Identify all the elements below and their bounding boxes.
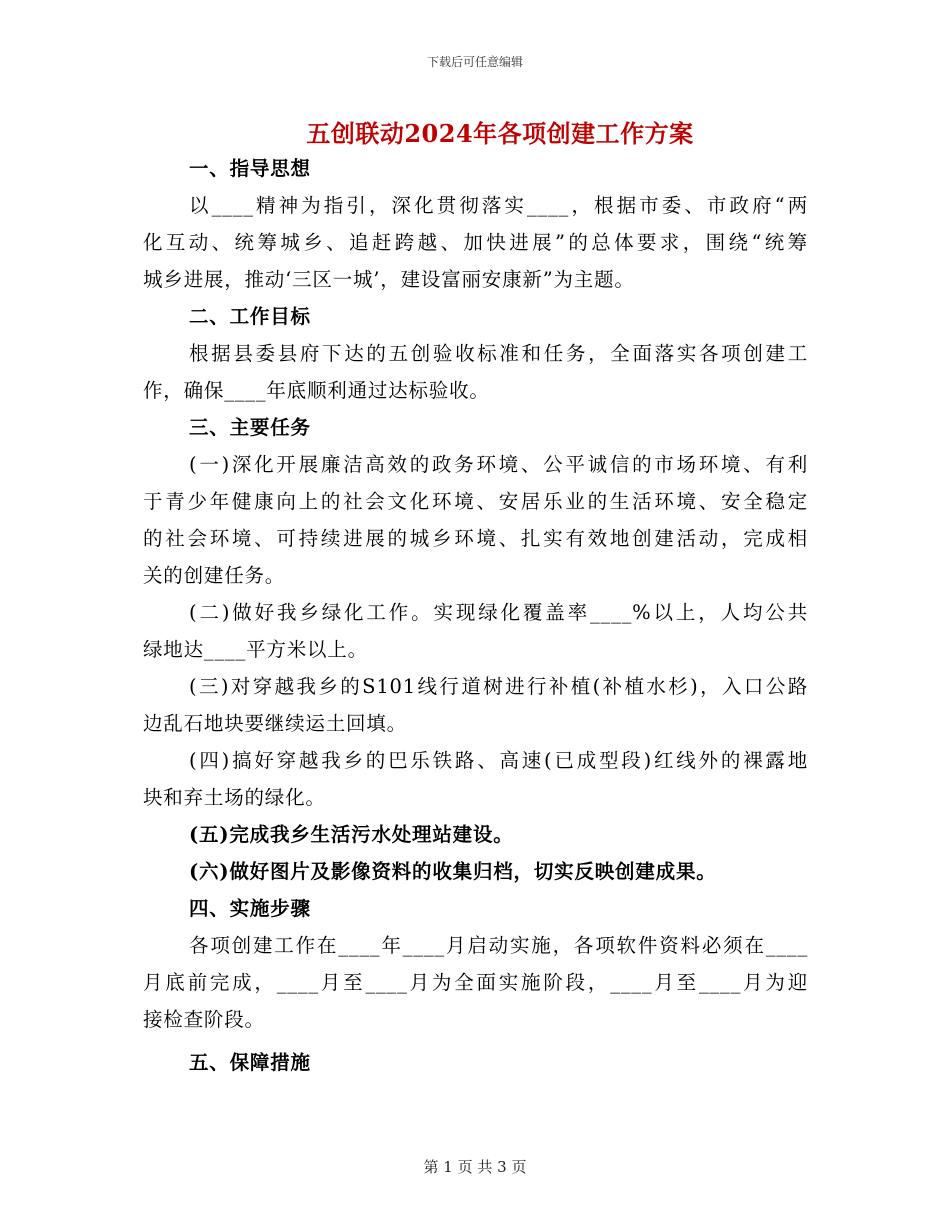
- document-body: [143, 150, 808, 1081]
- paragraph-line: 边乱石地块要继续运土回填。: [143, 712, 407, 735]
- section-heading-implementation-steps: 四、实施步骤: [189, 897, 311, 920]
- paragraph-line: 作，确保____年底顺利通过达标验收。: [143, 379, 490, 402]
- section-heading-main-tasks: 三、主要任务: [189, 416, 311, 439]
- header-note: 下载后可任意编辑: [426, 55, 523, 69]
- paragraph-line: 绿地达____平方米以上。: [143, 638, 368, 661]
- paragraph-line: 城乡进展，推动‘三区一城’，建设富丽安康新”为主题。: [143, 268, 635, 291]
- paragraph-line: 以____精神为指引，深化贯彻落实____，根据市委、市政府“两: [189, 194, 808, 217]
- section-heading-work-goals: 二、工作目标: [189, 305, 311, 328]
- page-number: 第 1 页 共 3 页: [423, 1158, 527, 1176]
- paragraph-line: 的社会环境、可持续进展的城乡环境、扎实有效地创建活动，完成相: [143, 527, 808, 550]
- task-item-sewage-station: (五)完成我乡生活污水处理站建设。: [189, 823, 514, 846]
- paragraph-line: 于青少年健康向上的社会文化环境、安居乐业的生活环境、安全稳定: [143, 490, 808, 513]
- section-heading-safeguards: 五、保障措施: [189, 1051, 311, 1074]
- task-item-archive: (六)做好图片及影像资料的收集归档，切实反映创建成果。: [189, 860, 717, 883]
- paragraph-line: 接检查阶段。: [143, 1008, 265, 1031]
- paragraph-line: (四)搞好穿越我乡的巴乐铁路、高速(已成型段)红线外的裸露地: [189, 749, 808, 772]
- paragraph-line: 化互动、统筹城乡、追赶跨越、加快进展”的总体要求，围绕“统筹: [143, 231, 808, 254]
- paragraph-line: (三)对穿越我乡的S101线行道树进行补植(补植水杉)，入口公路: [189, 675, 808, 698]
- paragraph-line: 根据县委县府下达的五创验收标准和任务，全面落实各项创建工: [189, 342, 808, 365]
- paragraph-line: (二)做好我乡绿化工作。实现绿化覆盖率____%以上，人均公共: [189, 601, 808, 624]
- paragraph-line: 月底前完成，____月至____月为全面实施阶段，____月至____月为迎: [143, 971, 808, 994]
- section-heading-guiding-ideology: 一、指导思想: [189, 157, 311, 180]
- document-title: 五创联动2024年各项创建工作方案: [306, 119, 694, 148]
- paragraph-line: 关的创建任务。: [143, 564, 286, 587]
- paragraph-line: 块和弃土场的绿化。: [143, 786, 326, 809]
- paragraph-line: (一)深化开展廉洁高效的政务环境、公平诚信的市场环境、有利: [189, 453, 808, 476]
- paragraph-line: 各项创建工作在____年____月启动实施，各项软件资料必须在____: [189, 934, 808, 957]
